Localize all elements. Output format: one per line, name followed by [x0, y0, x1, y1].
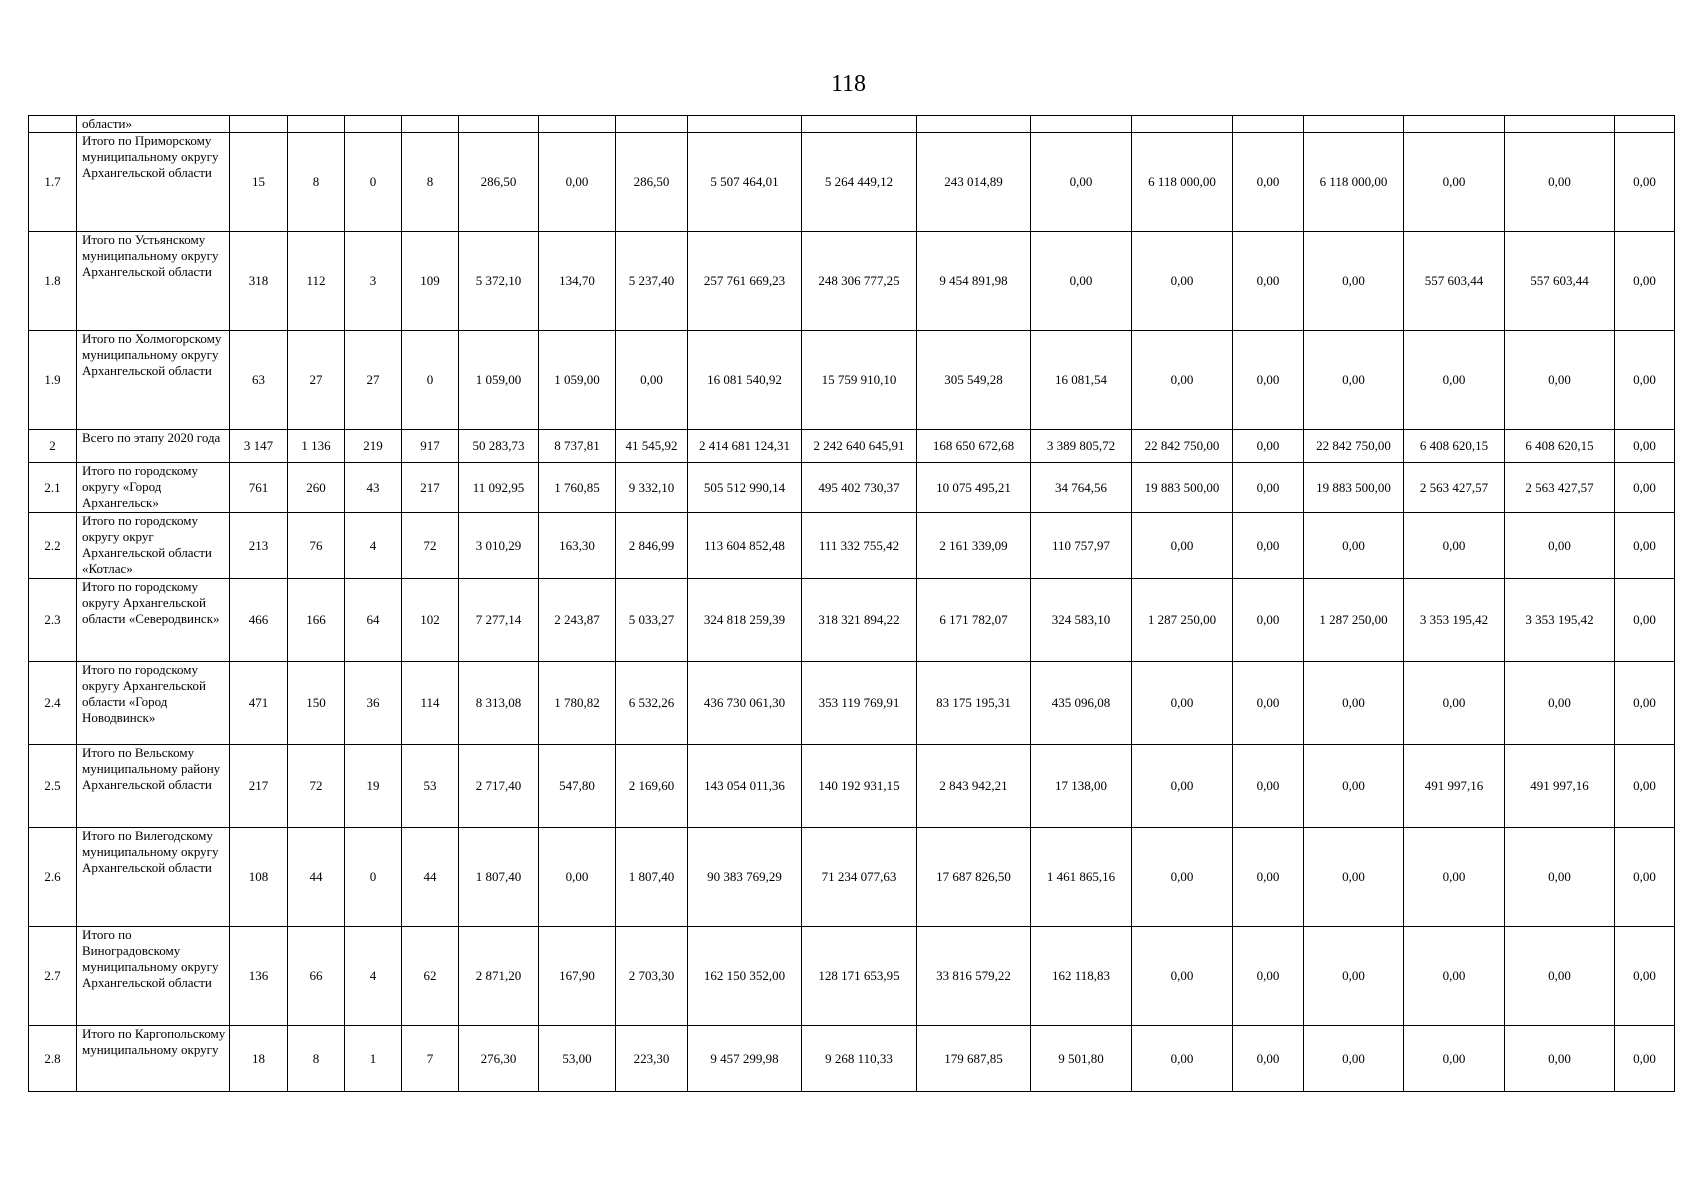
row-number-cell: 2.1 [29, 463, 77, 513]
value-cell: 471 [230, 662, 288, 745]
value-cell: 0,00 [1615, 331, 1675, 430]
value-cell: 8 [288, 133, 345, 232]
value-cell: 0,00 [1233, 927, 1304, 1026]
value-cell: 557 603,44 [1505, 232, 1615, 331]
value-cell: 0,00 [1304, 513, 1404, 579]
row-number-cell: 1.8 [29, 232, 77, 331]
value-cell: 63 [230, 331, 288, 430]
value-cell [1031, 116, 1132, 133]
row-name-cell: Всего по этапу 2020 года [77, 430, 230, 463]
value-cell: 318 321 894,22 [802, 579, 917, 662]
value-cell: 0,00 [1404, 513, 1505, 579]
value-cell: 5 264 449,12 [802, 133, 917, 232]
value-cell: 17 138,00 [1031, 745, 1132, 828]
value-cell: 505 512 990,14 [688, 463, 802, 513]
value-cell: 2 871,20 [459, 927, 539, 1026]
value-cell [688, 116, 802, 133]
value-cell [1505, 116, 1615, 133]
value-cell: 43 [345, 463, 402, 513]
value-cell: 53 [402, 745, 459, 828]
value-cell [288, 116, 345, 133]
value-cell: 9 457 299,98 [688, 1026, 802, 1092]
value-cell: 0,00 [1132, 331, 1233, 430]
value-cell: 10 075 495,21 [917, 463, 1031, 513]
value-cell: 150 [288, 662, 345, 745]
row-number-cell: 2.7 [29, 927, 77, 1026]
value-cell [402, 116, 459, 133]
row-number-cell: 2.2 [29, 513, 77, 579]
value-cell: 1 287 250,00 [1304, 579, 1404, 662]
value-cell: 0,00 [1505, 1026, 1615, 1092]
value-cell: 76 [288, 513, 345, 579]
value-cell [345, 116, 402, 133]
table-row [29, 133, 1675, 232]
table-row [29, 331, 1675, 430]
value-cell: 22 842 750,00 [1304, 430, 1404, 463]
value-cell: 0,00 [1404, 331, 1505, 430]
value-cell: 0,00 [1615, 463, 1675, 513]
value-cell: 0,00 [1132, 745, 1233, 828]
value-cell: 0,00 [1233, 133, 1304, 232]
value-cell: 547,80 [539, 745, 616, 828]
value-cell: 3 353 195,42 [1505, 579, 1615, 662]
row-number-cell: 2 [29, 430, 77, 463]
value-cell: 19 883 500,00 [1132, 463, 1233, 513]
value-cell: 557 603,44 [1404, 232, 1505, 331]
value-cell: 761 [230, 463, 288, 513]
value-cell: 0,00 [1505, 927, 1615, 1026]
value-cell: 15 759 910,10 [802, 331, 917, 430]
row-name-cell: Итого по Вельскому муниципальному району Архангельской области [77, 745, 230, 828]
value-cell: 2 843 942,21 [917, 745, 1031, 828]
value-cell: 0,00 [1233, 430, 1304, 463]
value-cell: 217 [402, 463, 459, 513]
value-cell: 4 [345, 513, 402, 579]
value-cell: 1 [345, 1026, 402, 1092]
value-cell: 1 287 250,00 [1132, 579, 1233, 662]
data-table [28, 115, 1675, 1092]
value-cell: 0,00 [1233, 463, 1304, 513]
value-cell: 162 118,83 [1031, 927, 1132, 1026]
value-cell: 6 118 000,00 [1132, 133, 1233, 232]
value-cell: 0 [345, 828, 402, 927]
value-cell: 1 807,40 [459, 828, 539, 927]
value-cell: 0,00 [1031, 232, 1132, 331]
value-cell: 286,50 [459, 133, 539, 232]
value-cell: 1 461 865,16 [1031, 828, 1132, 927]
row-name-cell: Итого по городскому округу округ Архангельской области «Котлас» [77, 513, 230, 579]
row-name-cell: Итого по Виноградовскому муниципальному округу Архангельской области [77, 927, 230, 1026]
value-cell: 0,00 [1233, 745, 1304, 828]
value-cell: 0,00 [1031, 133, 1132, 232]
value-cell: 0,00 [1505, 331, 1615, 430]
value-cell: 15 [230, 133, 288, 232]
value-cell: 0,00 [1505, 662, 1615, 745]
value-cell: 36 [345, 662, 402, 745]
value-cell: 44 [402, 828, 459, 927]
value-cell: 2 414 681 124,31 [688, 430, 802, 463]
value-cell [1132, 116, 1233, 133]
value-cell: 0,00 [1404, 927, 1505, 1026]
row-name-cell: области» [77, 116, 230, 133]
value-cell: 90 383 769,29 [688, 828, 802, 927]
table-row [29, 927, 1675, 1026]
value-cell: 113 604 852,48 [688, 513, 802, 579]
value-cell: 1 780,82 [539, 662, 616, 745]
value-cell: 64 [345, 579, 402, 662]
value-cell: 6 408 620,15 [1404, 430, 1505, 463]
value-cell: 0,00 [1505, 513, 1615, 579]
value-cell: 0,00 [1404, 662, 1505, 745]
value-cell: 16 081 540,92 [688, 331, 802, 430]
value-cell [1233, 116, 1304, 133]
value-cell: 1 807,40 [616, 828, 688, 927]
value-cell: 136 [230, 927, 288, 1026]
row-name-cell: Итого по Холмогорскому муниципальному округу Архангельской области [77, 331, 230, 430]
value-cell: 3 [345, 232, 402, 331]
value-cell: 0,00 [1233, 828, 1304, 927]
value-cell: 0,00 [539, 133, 616, 232]
value-cell: 72 [288, 745, 345, 828]
value-cell: 8 313,08 [459, 662, 539, 745]
value-cell: 0,00 [1233, 579, 1304, 662]
value-cell: 2 242 640 645,91 [802, 430, 917, 463]
value-cell: 257 761 669,23 [688, 232, 802, 331]
table-row [29, 1026, 1675, 1092]
row-name-cell: Итого по Приморскому муниципальному округу Архангельской области [77, 133, 230, 232]
table-row [29, 430, 1675, 463]
value-cell: 0 [345, 133, 402, 232]
value-cell: 9 454 891,98 [917, 232, 1031, 331]
value-cell: 0,00 [1615, 828, 1675, 927]
value-cell: 140 192 931,15 [802, 745, 917, 828]
value-cell: 5 033,27 [616, 579, 688, 662]
value-cell: 0,00 [1615, 662, 1675, 745]
value-cell [1615, 116, 1675, 133]
value-cell: 0,00 [1304, 331, 1404, 430]
row-name-cell: Итого по Устьянскому муниципальному округу Архангельской области [77, 232, 230, 331]
value-cell: 62 [402, 927, 459, 1026]
value-cell: 6 532,26 [616, 662, 688, 745]
value-cell: 8 [288, 1026, 345, 1092]
table-row [29, 579, 1675, 662]
table-row [29, 828, 1675, 927]
row-number-cell: 2.4 [29, 662, 77, 745]
value-cell: 33 816 579,22 [917, 927, 1031, 1026]
value-cell: 0,00 [1615, 133, 1675, 232]
value-cell: 1 059,00 [539, 331, 616, 430]
table-row [29, 513, 1675, 579]
value-cell [1404, 116, 1505, 133]
value-cell: 2 161 339,09 [917, 513, 1031, 579]
value-cell: 166 [288, 579, 345, 662]
value-cell: 18 [230, 1026, 288, 1092]
value-cell [802, 116, 917, 133]
value-cell: 286,50 [616, 133, 688, 232]
value-cell: 0,00 [1304, 927, 1404, 1026]
value-cell: 179 687,85 [917, 1026, 1031, 1092]
value-cell: 917 [402, 430, 459, 463]
row-number-cell: 1.7 [29, 133, 77, 232]
value-cell: 0,00 [1615, 430, 1675, 463]
value-cell: 0,00 [1404, 828, 1505, 927]
value-cell: 0,00 [1505, 133, 1615, 232]
value-cell: 0,00 [1233, 513, 1304, 579]
row-number-cell: 2.3 [29, 579, 77, 662]
row-number-cell [29, 116, 77, 133]
value-cell: 2 563 427,57 [1505, 463, 1615, 513]
value-cell: 0,00 [1304, 662, 1404, 745]
row-name-cell: Итого по городскому округу Архангельской области «Северодвинск» [77, 579, 230, 662]
value-cell: 6 118 000,00 [1304, 133, 1404, 232]
value-cell [1304, 116, 1404, 133]
value-cell: 0,00 [1615, 579, 1675, 662]
value-cell: 0,00 [1233, 662, 1304, 745]
value-cell: 0,00 [1132, 927, 1233, 1026]
value-cell: 41 545,92 [616, 430, 688, 463]
value-cell: 6 408 620,15 [1505, 430, 1615, 463]
value-cell: 27 [288, 331, 345, 430]
value-cell: 168 650 672,68 [917, 430, 1031, 463]
value-cell: 435 096,08 [1031, 662, 1132, 745]
value-cell: 0,00 [1404, 133, 1505, 232]
table-row [29, 745, 1675, 828]
value-cell: 2 169,60 [616, 745, 688, 828]
value-cell: 318 [230, 232, 288, 331]
value-cell: 260 [288, 463, 345, 513]
value-cell: 0,00 [1132, 828, 1233, 927]
page-number: 118 [830, 71, 867, 97]
value-cell: 3 389 805,72 [1031, 430, 1132, 463]
value-cell [539, 116, 616, 133]
value-cell: 1 059,00 [459, 331, 539, 430]
value-cell: 0,00 [539, 828, 616, 927]
value-cell: 243 014,89 [917, 133, 1031, 232]
value-cell: 167,90 [539, 927, 616, 1026]
value-cell: 19 [345, 745, 402, 828]
value-cell: 0,00 [1615, 745, 1675, 828]
value-cell: 2 846,99 [616, 513, 688, 579]
row-number-cell: 2.6 [29, 828, 77, 927]
row-name-cell: Итого по Каргопольскому муниципальному округу [77, 1026, 230, 1092]
value-cell: 0,00 [1233, 1026, 1304, 1092]
value-cell: 3 010,29 [459, 513, 539, 579]
value-cell: 9 332,10 [616, 463, 688, 513]
value-cell: 0,00 [1505, 828, 1615, 927]
value-cell: 324 818 259,39 [688, 579, 802, 662]
value-cell: 0,00 [1233, 232, 1304, 331]
row-name-cell: Итого по городскому округу Архангельской области «Город Новодвинск» [77, 662, 230, 745]
value-cell: 2 563 427,57 [1404, 463, 1505, 513]
value-cell: 9 268 110,33 [802, 1026, 917, 1092]
value-cell: 0,00 [1304, 745, 1404, 828]
value-cell: 9 501,80 [1031, 1026, 1132, 1092]
value-cell: 219 [345, 430, 402, 463]
value-cell: 5 237,40 [616, 232, 688, 331]
value-cell: 1 136 [288, 430, 345, 463]
value-cell: 491 997,16 [1505, 745, 1615, 828]
value-cell: 162 150 352,00 [688, 927, 802, 1026]
value-cell: 0,00 [1615, 232, 1675, 331]
value-cell: 109 [402, 232, 459, 331]
value-cell: 0,00 [1615, 927, 1675, 1026]
value-cell: 7 [402, 1026, 459, 1092]
value-cell: 1 760,85 [539, 463, 616, 513]
value-cell: 324 583,10 [1031, 579, 1132, 662]
value-cell: 83 175 195,31 [917, 662, 1031, 745]
value-cell: 2 717,40 [459, 745, 539, 828]
value-cell: 8 [402, 133, 459, 232]
value-cell: 163,30 [539, 513, 616, 579]
value-cell: 66 [288, 927, 345, 1026]
value-cell: 0,00 [1404, 1026, 1505, 1092]
value-cell: 134,70 [539, 232, 616, 331]
value-cell: 3 147 [230, 430, 288, 463]
value-cell [230, 116, 288, 133]
value-cell: 16 081,54 [1031, 331, 1132, 430]
value-cell: 213 [230, 513, 288, 579]
value-cell: 0 [402, 331, 459, 430]
value-cell: 128 171 653,95 [802, 927, 917, 1026]
value-cell: 495 402 730,37 [802, 463, 917, 513]
value-cell: 3 353 195,42 [1404, 579, 1505, 662]
table-row [29, 116, 1675, 133]
value-cell: 34 764,56 [1031, 463, 1132, 513]
value-cell: 110 757,97 [1031, 513, 1132, 579]
value-cell: 491 997,16 [1404, 745, 1505, 828]
value-cell: 111 332 755,42 [802, 513, 917, 579]
value-cell: 0,00 [1132, 1026, 1233, 1092]
value-cell: 5 372,10 [459, 232, 539, 331]
row-name-cell: Итого по Вилегодскому муниципальному округу Архангельской области [77, 828, 230, 927]
value-cell: 466 [230, 579, 288, 662]
row-number-cell: 1.9 [29, 331, 77, 430]
table-row [29, 232, 1675, 331]
value-cell: 7 277,14 [459, 579, 539, 662]
value-cell: 6 171 782,07 [917, 579, 1031, 662]
value-cell [616, 116, 688, 133]
value-cell: 276,30 [459, 1026, 539, 1092]
value-cell: 108 [230, 828, 288, 927]
value-cell: 0,00 [1615, 1026, 1675, 1092]
value-cell: 248 306 777,25 [802, 232, 917, 331]
value-cell: 50 283,73 [459, 430, 539, 463]
value-cell: 0,00 [1132, 513, 1233, 579]
value-cell: 0,00 [1132, 232, 1233, 331]
value-cell: 44 [288, 828, 345, 927]
value-cell: 19 883 500,00 [1304, 463, 1404, 513]
value-cell: 0,00 [616, 331, 688, 430]
value-cell: 4 [345, 927, 402, 1026]
value-cell: 8 737,81 [539, 430, 616, 463]
value-cell [459, 116, 539, 133]
value-cell: 27 [345, 331, 402, 430]
value-cell: 72 [402, 513, 459, 579]
value-cell: 112 [288, 232, 345, 331]
value-cell: 22 842 750,00 [1132, 430, 1233, 463]
value-cell: 0,00 [1132, 662, 1233, 745]
value-cell [917, 116, 1031, 133]
value-cell: 0,00 [1304, 1026, 1404, 1092]
value-cell: 2 243,87 [539, 579, 616, 662]
value-cell: 11 092,95 [459, 463, 539, 513]
row-number-cell: 2.8 [29, 1026, 77, 1092]
value-cell: 143 054 011,36 [688, 745, 802, 828]
value-cell: 53,00 [539, 1026, 616, 1092]
value-cell: 0,00 [1233, 331, 1304, 430]
row-name-cell: Итого по городскому округу «Город Архангельск» [77, 463, 230, 513]
table-row [29, 662, 1675, 745]
value-cell: 71 234 077,63 [802, 828, 917, 927]
value-cell: 102 [402, 579, 459, 662]
value-cell: 217 [230, 745, 288, 828]
value-cell: 114 [402, 662, 459, 745]
table-row [29, 463, 1675, 513]
row-number-cell: 2.5 [29, 745, 77, 828]
value-cell: 0,00 [1304, 828, 1404, 927]
value-cell: 2 703,30 [616, 927, 688, 1026]
value-cell: 17 687 826,50 [917, 828, 1031, 927]
value-cell: 305 549,28 [917, 331, 1031, 430]
value-cell: 436 730 061,30 [688, 662, 802, 745]
value-cell: 223,30 [616, 1026, 688, 1092]
value-cell: 0,00 [1615, 513, 1675, 579]
value-cell: 0,00 [1304, 232, 1404, 331]
value-cell: 353 119 769,91 [802, 662, 917, 745]
value-cell: 5 507 464,01 [688, 133, 802, 232]
